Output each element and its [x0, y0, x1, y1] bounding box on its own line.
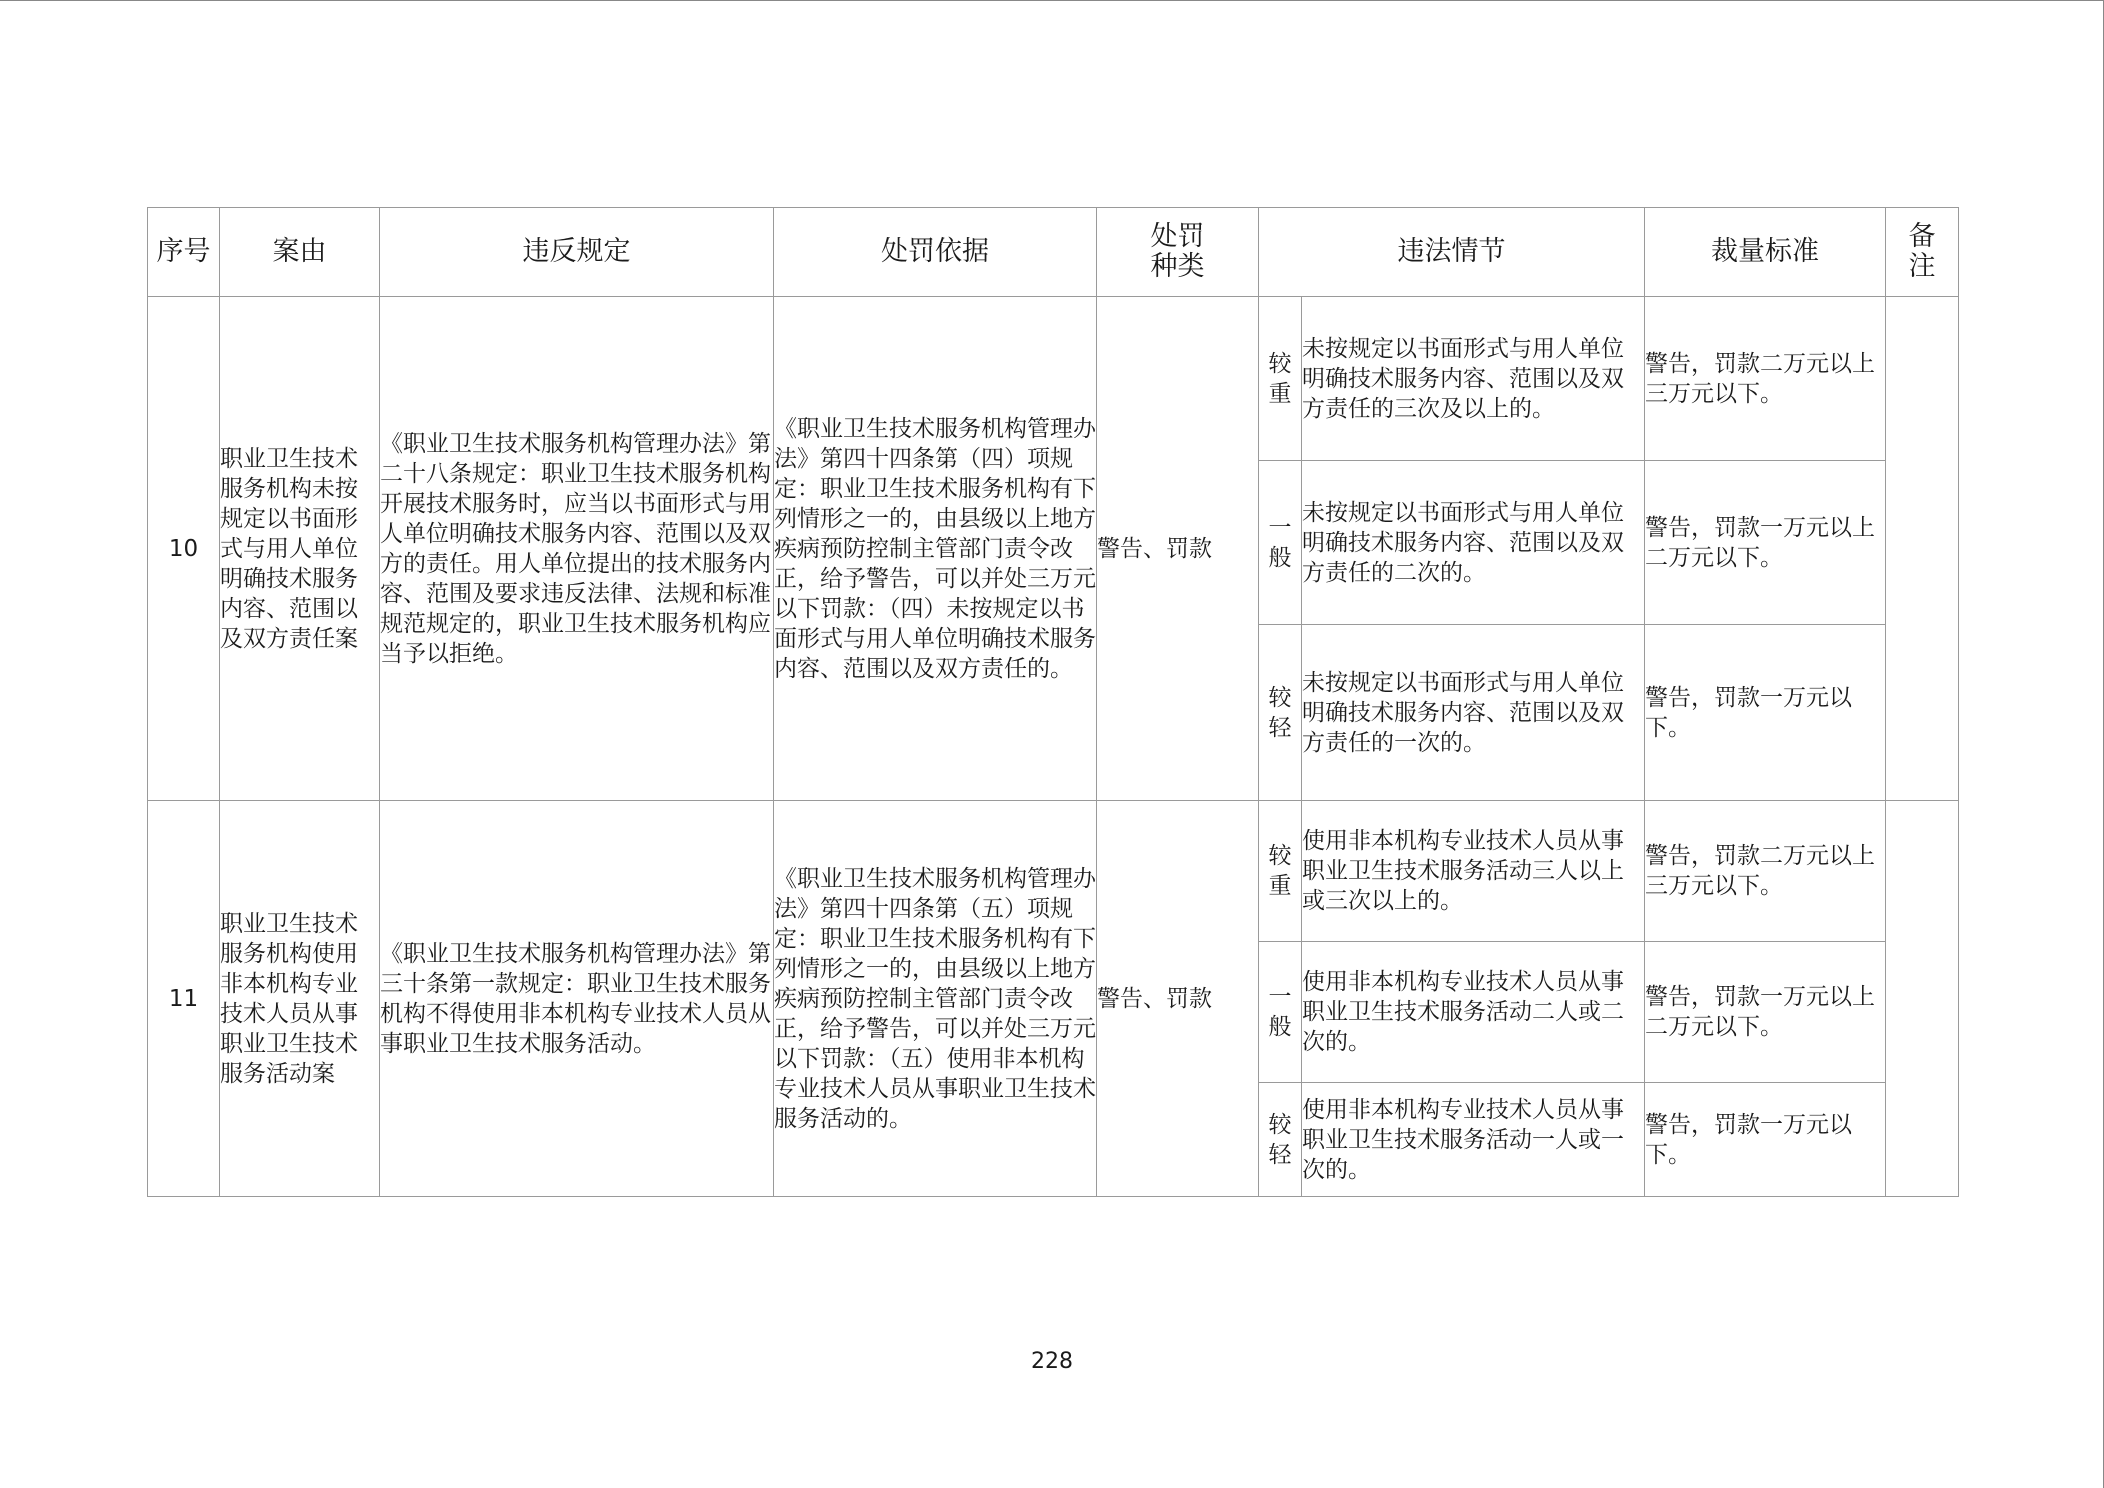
level-char: 般	[1268, 1014, 1292, 1040]
row-violation: 《职业卫生技术服务机构管理办法》第二十八条规定：职业卫生技术服务机构开展技术服务时，应当以书面形式与用人单位明确技术服务内容、范围以及双方的责任。用人单位提出的技术服务内容、范围及要求违反法律、法规和标准规范规定的，职业卫生技术服务机构应当予以拒绝。	[380, 297, 774, 801]
level-minor	[1259, 1083, 1302, 1197]
level-char: 一	[1268, 514, 1292, 541]
penalty-standard-table	[147, 207, 1959, 1197]
table-row	[148, 801, 1959, 942]
level-char: 重	[1268, 380, 1292, 407]
level-minor	[1259, 625, 1302, 801]
level-char: 轻	[1268, 714, 1292, 741]
page-number: 228	[1031, 1349, 1073, 1374]
discretion-standard: 警告，罚款二万元以上三万元以下。	[1645, 801, 1886, 942]
circumstance-desc: 未按规定以书面形式与用人单位明确技术服务内容、范围以及双方责任的三次及以上的。	[1302, 297, 1645, 461]
header-standard: 裁量标准	[1645, 208, 1886, 297]
header-cause: 案由	[220, 208, 380, 297]
header-violation: 违反规定	[380, 208, 774, 297]
table-row	[148, 297, 1959, 461]
row-seq: 10	[148, 297, 220, 801]
discretion-standard: 警告，罚款一万元以上二万元以下。	[1645, 942, 1886, 1083]
level-char: 一	[1268, 984, 1292, 1010]
level-char: 重	[1268, 873, 1292, 899]
level-general	[1259, 461, 1302, 625]
row-remark	[1886, 297, 1959, 801]
discretion-standard: 警告，罚款二万元以上三万元以下。	[1645, 297, 1886, 461]
level-char: 较	[1268, 684, 1292, 711]
header-circumstance: 违法情节	[1259, 208, 1645, 297]
row-cause: 职业卫生技术服务机构未按规定以书面形式与用人单位明确技术服务内容、范围以及双方责任案	[220, 297, 380, 801]
level-char: 较	[1268, 350, 1292, 377]
page-edge	[0, 0, 2104, 1]
row-penalty-type: 警告、罚款	[1097, 297, 1259, 801]
discretion-standard: 警告，罚款一万元以下。	[1645, 625, 1886, 801]
level-severe	[1259, 801, 1302, 942]
header-seq: 序号	[148, 208, 220, 297]
row-basis: 《职业卫生技术服务机构管理办法》第四十四条第（四）项规定：职业卫生技术服务机构有下列情形之一的，由县级以上地方疾病预防控制主管部门责令改正，给予警告，可以并处三万元以下罚款：（四）未按规定以书面形式与用人单位明确技术服务内容、范围以及双方责任的。	[774, 297, 1097, 801]
row-penalty-type: 警告、罚款	[1097, 801, 1259, 1197]
level-char: 轻	[1268, 1141, 1292, 1168]
level-char: 较	[1268, 843, 1292, 869]
header-remark: 备注	[1886, 208, 1959, 297]
header-row	[148, 208, 1959, 297]
circumstance-desc: 未按规定以书面形式与用人单位明确技术服务内容、范围以及双方责任的一次的。	[1302, 625, 1645, 801]
row-seq: 11	[148, 801, 220, 1197]
header-penalty-type: 处罚种类	[1097, 208, 1259, 297]
discretion-standard: 警告，罚款一万元以上二万元以下。	[1645, 461, 1886, 625]
row-cause: 职业卫生技术服务机构使用非本机构专业技术人员从事职业卫生技术服务活动案	[220, 801, 380, 1197]
circumstance-desc: 使用非本机构专业技术人员从事职业卫生技术服务活动二人或二次的。	[1302, 942, 1645, 1083]
row-violation: 《职业卫生技术服务机构管理办法》第三十条第一款规定：职业卫生技术服务机构不得使用非本机构专业技术人员从事职业卫生技术服务活动。	[380, 801, 774, 1197]
level-char: 较	[1268, 1111, 1292, 1138]
level-general	[1259, 942, 1302, 1083]
circumstance-desc: 未按规定以书面形式与用人单位明确技术服务内容、范围以及双方责任的二次的。	[1302, 461, 1645, 625]
header-basis: 处罚依据	[774, 208, 1097, 297]
circumstance-desc: 使用非本机构专业技术人员从事职业卫生技术服务活动一人或一次的。	[1302, 1083, 1645, 1197]
row-remark	[1886, 801, 1959, 1197]
discretion-standard: 警告，罚款一万元以下。	[1645, 1083, 1886, 1197]
level-char: 般	[1268, 544, 1292, 571]
row-basis: 《职业卫生技术服务机构管理办法》第四十四条第（五）项规定：职业卫生技术服务机构有下列情形之一的，由县级以上地方疾病预防控制主管部门责令改正，给予警告，可以并处三万元以下罚款：（五）使用非本机构专业技术人员从事职业卫生技术服务活动的。	[774, 801, 1097, 1197]
circumstance-desc: 使用非本机构专业技术人员从事职业卫生技术服务活动三人以上或三次以上的。	[1302, 801, 1645, 942]
level-severe	[1259, 297, 1302, 461]
